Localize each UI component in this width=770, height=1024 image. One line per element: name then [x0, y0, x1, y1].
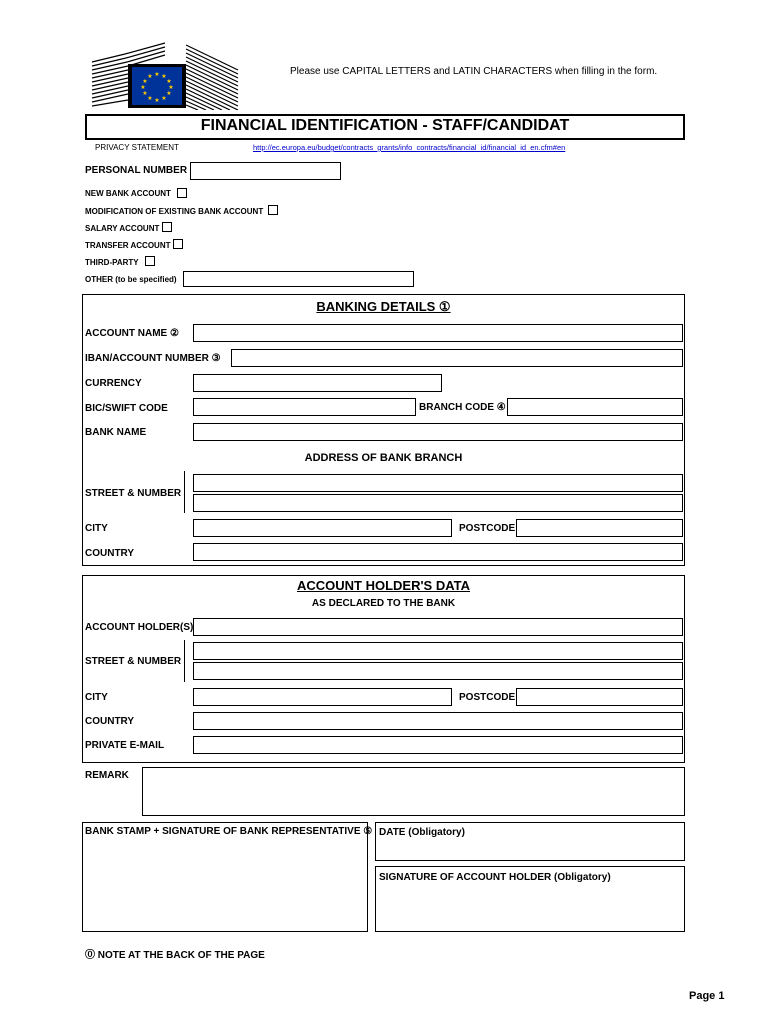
holder-city-label: CITY — [85, 692, 108, 703]
holder-street-label: STREET & NUMBER — [85, 656, 182, 667]
iban-label: IBAN/ACCOUNT NUMBER ③ — [85, 353, 221, 364]
bank-name-input[interactable] — [193, 423, 683, 441]
svg-text:★: ★ — [166, 90, 172, 97]
private-email-input[interactable] — [193, 736, 683, 754]
svg-text:★: ★ — [161, 73, 167, 80]
checkbox-new-bank-account[interactable] — [177, 188, 187, 198]
checkbox-modification-account[interactable] — [268, 205, 278, 215]
other-specify-input[interactable] — [183, 271, 414, 287]
remark-label: REMARK — [85, 770, 129, 781]
currency-label: CURRENCY — [85, 378, 142, 389]
holder-postcode-input[interactable] — [516, 688, 683, 706]
page-title: FINANCIAL IDENTIFICATION - STAFF/CANDIDAT — [200, 117, 570, 134]
bank-street-input-2[interactable] — [193, 494, 683, 512]
currency-input[interactable] — [193, 374, 442, 392]
private-email-label: PRIVATE E-MAIL — [85, 740, 165, 751]
privacy-statement-label: PRIVACY STATEMENT — [95, 143, 179, 152]
svg-text:★: ★ — [168, 84, 174, 91]
holder-signature-label: SIGNATURE OF ACCOUNT HOLDER (Obligatory) — [379, 872, 611, 883]
street-bracket — [184, 471, 185, 513]
holder-country-input[interactable] — [193, 712, 683, 730]
instruction-text: Please use CAPITAL LETTERS and LATIN CHARACTERS when filling in the form. — [290, 66, 658, 77]
personal-number-label: PERSONAL NUMBER — [85, 165, 188, 176]
holder-street-input-1[interactable] — [193, 642, 683, 660]
option-new-bank-account: NEW BANK ACCOUNT — [85, 189, 171, 198]
account-holder-subtitle: AS DECLARED TO THE BANK — [311, 598, 456, 609]
iban-input[interactable] — [231, 349, 683, 367]
branch-code-label: BRANCH CODE ④ — [419, 402, 506, 413]
svg-text:★: ★ — [142, 90, 148, 97]
banking-details-title: BANKING DETAILS ① — [316, 299, 451, 314]
holder-city-input[interactable] — [193, 688, 452, 706]
address-bank-branch-title: ADDRESS OF BANK BRANCH — [304, 452, 463, 464]
svg-text:★: ★ — [142, 78, 148, 85]
bank-postcode-input[interactable] — [516, 519, 683, 537]
bank-country-label: COUNTRY — [85, 548, 135, 559]
date-label: DATE (Obligatory) — [379, 827, 465, 838]
svg-text:★: ★ — [161, 95, 167, 102]
bic-label: BIC/SWIFT CODE — [85, 403, 168, 414]
note-back-of-page: ⓪ NOTE AT THE BACK OF THE PAGE — [85, 950, 265, 961]
holder-postcode-label: POSTCODE — [459, 692, 516, 703]
account-name-input[interactable] — [193, 324, 683, 342]
holder-street-bracket — [184, 640, 185, 682]
account-holder-title: ACCOUNT HOLDER'S DATA — [296, 578, 471, 593]
svg-text:★: ★ — [154, 71, 160, 78]
checkbox-transfer-account[interactable] — [173, 239, 183, 249]
option-other: OTHER (to be specified) — [85, 275, 177, 284]
checkbox-third-party[interactable] — [145, 256, 155, 266]
personal-number-input[interactable] — [190, 162, 341, 180]
bank-name-label: BANK NAME — [85, 427, 147, 438]
account-name-label: ACCOUNT NAME ② — [85, 328, 179, 339]
checkbox-salary-account[interactable] — [162, 222, 172, 232]
option-modification-account: MODIFICATION OF EXISTING BANK ACCOUNT — [85, 207, 264, 216]
option-third-party: THIRD-PARTY — [85, 258, 139, 267]
bic-input[interactable] — [193, 398, 416, 416]
remark-input[interactable] — [142, 767, 685, 816]
svg-text:★: ★ — [154, 97, 160, 104]
page-number: Page 1 — [689, 990, 725, 1002]
privacy-link[interactable]: http://ec.europa.eu/budget/contracts_grants/info_contracts/financial_id/financial_id_en.cfm#en — [253, 143, 566, 152]
bank-stamp-label: BANK STAMP + SIGNATURE OF BANK REPRESENTATIVE ⑤ — [85, 826, 373, 837]
option-salary-account: SALARY ACCOUNT — [85, 224, 160, 233]
holder-street-input-2[interactable] — [193, 662, 683, 680]
bank-postcode-label: POSTCODE — [459, 523, 516, 534]
branch-code-input[interactable] — [507, 398, 683, 416]
bank-stamp-box[interactable] — [82, 822, 368, 932]
option-transfer-account: TRANSFER ACCOUNT — [85, 241, 171, 250]
bank-city-input[interactable] — [193, 519, 452, 537]
bank-street-input-1[interactable] — [193, 474, 683, 492]
account-holders-input[interactable] — [193, 618, 683, 636]
bank-city-label: CITY — [85, 523, 108, 534]
svg-text:★: ★ — [166, 78, 172, 85]
account-holders-label: ACCOUNT HOLDER(S) — [85, 622, 194, 633]
bank-country-input[interactable] — [193, 543, 683, 561]
svg-text:★: ★ — [147, 73, 153, 80]
ec-logo — [90, 40, 240, 110]
bank-street-label: STREET & NUMBER — [85, 488, 182, 499]
holder-country-label: COUNTRY — [85, 716, 135, 727]
svg-text:★: ★ — [147, 95, 153, 102]
svg-text:★: ★ — [140, 84, 146, 91]
